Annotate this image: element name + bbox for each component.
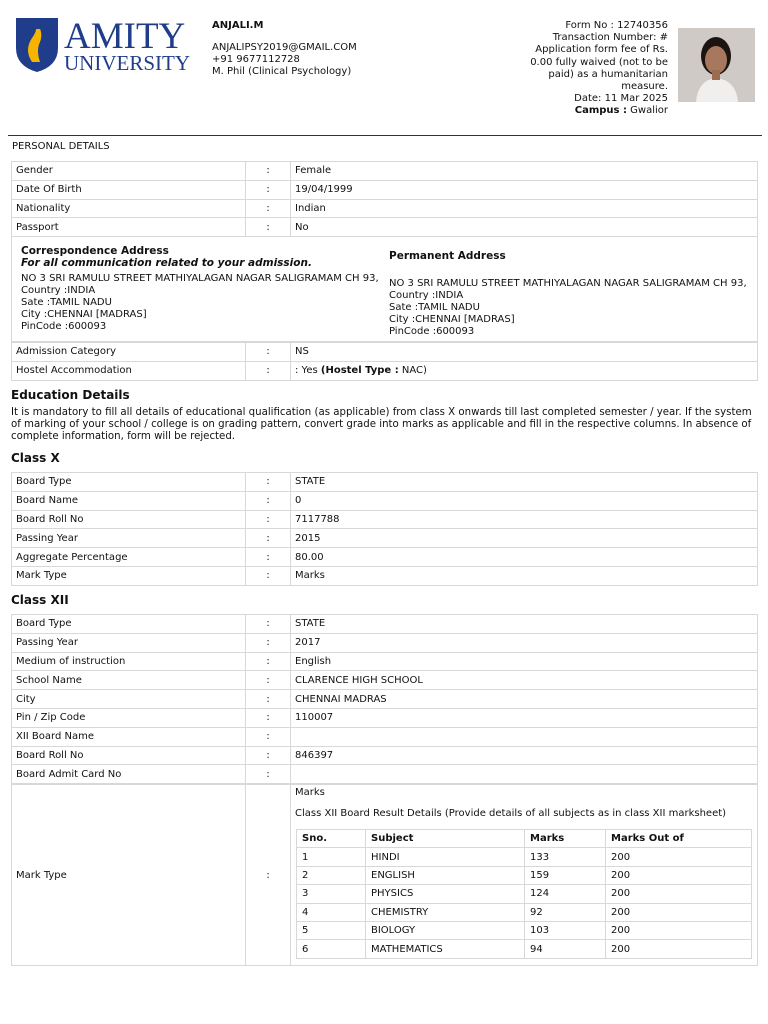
permanent-title: Permanent Address — [389, 250, 506, 262]
school-name-label: School Name — [12, 671, 246, 690]
education-note: It is mandatory to fill all details of educational qualification (as applicable) from class X onwards till last completed semester / year. If the system of marking of your school / college is on grading pattern, convert grade into marks as applicable and fill in the respective columns. In absence of complete information, form will be rejected. — [11, 407, 752, 442]
date-of-birth-label: Date Of Birth — [12, 180, 246, 199]
colon: : — [246, 218, 291, 237]
hostel-label: Hostel Accommodation — [12, 361, 246, 380]
personal-details-heading: PERSONAL DETAILS — [12, 141, 110, 152]
aggregate-percentage-value: 80.00 — [291, 548, 758, 567]
corr-state: Sate :TAMIL NADU — [21, 297, 112, 308]
class-xii-results-table — [296, 829, 752, 959]
fee-note: Application form fee of Rs. 0.00 fully waived (not to be paid) as a humanitarian measure. — [530, 44, 668, 93]
brand-name-bottom: UNIVERSITY — [64, 51, 190, 74]
colon: : — [246, 671, 291, 690]
result-marks-out-of: 200 — [606, 866, 752, 884]
table-row — [12, 566, 758, 585]
table-row — [12, 529, 758, 548]
colon: : — [246, 361, 291, 380]
pin-zip-code-value: 110007 — [291, 708, 758, 727]
corr-pincode: PinCode :600093 — [21, 321, 107, 332]
xii-board-name-label: XII Board Name — [12, 727, 246, 746]
campus — [520, 105, 668, 117]
result-sno: 2 — [297, 866, 366, 884]
perm-line1: NO 3 SRI RAMULU STREET MATHIYALAGAN NAGAR SALIGRAMAM CH 93, — [389, 278, 747, 289]
result-marks-out-of: 200 — [606, 848, 752, 866]
correspondence-subtitle: For all communication related to your admission. — [21, 257, 312, 269]
result-marks: 103 — [525, 921, 606, 939]
board-roll-no-label: Board Roll No — [12, 510, 246, 529]
table-row — [12, 633, 758, 652]
board-type-value: STATE — [291, 473, 758, 492]
result-subject: MATHEMATICS — [366, 940, 525, 958]
table-row — [12, 361, 758, 380]
class-x-table — [11, 472, 758, 586]
colon: : — [246, 765, 291, 784]
table-row — [12, 708, 758, 727]
result-row — [297, 885, 752, 903]
board-name-label: Board Name — [12, 491, 246, 510]
header — [0, 0, 768, 136]
result-row — [297, 903, 752, 921]
result-subject: HINDI — [366, 848, 525, 866]
colon: : — [246, 633, 291, 652]
colon: : — [246, 785, 291, 966]
table-row — [12, 218, 758, 237]
results-header-row — [297, 830, 752, 848]
table-row — [12, 615, 758, 634]
result-sno: 3 — [297, 885, 366, 903]
result-subject: CHEMISTRY — [366, 903, 525, 921]
amity-logo — [14, 14, 194, 74]
result-row — [297, 866, 752, 884]
corr-line1: NO 3 SRI RAMULU STREET MATHIYALAGAN NAGAR SALIGRAMAM CH 93, — [21, 273, 379, 284]
colon: : — [246, 548, 291, 567]
perm-city: City :CHENNAI [MADRAS] — [389, 314, 515, 325]
col-sno: Sno. — [297, 830, 366, 848]
school-name-value: CLARENCE HIGH SCHOOL — [291, 671, 758, 690]
aggregate-percentage-label: Aggregate Percentage — [12, 548, 246, 567]
table-row — [12, 180, 758, 199]
class-x-heading: Class X — [11, 451, 60, 465]
passing-year-label: Passing Year — [12, 633, 246, 652]
result-marks: 92 — [525, 903, 606, 921]
campus-label: Campus : — [574, 105, 627, 117]
result-row — [297, 848, 752, 866]
result-subject: BIOLOGY — [366, 921, 525, 939]
board-admit-card-no-value — [291, 765, 758, 784]
col-marks: Marks — [525, 830, 606, 848]
table-row — [12, 199, 758, 218]
passing-year-label: Passing Year — [12, 529, 246, 548]
city-label: City — [12, 690, 246, 709]
colon: : — [246, 510, 291, 529]
hostel-yes: : Yes — [295, 365, 318, 377]
applicant-name: ANJALI.M — [212, 20, 264, 31]
admission-table — [11, 342, 758, 381]
colon: : — [246, 180, 291, 199]
colon: : — [246, 690, 291, 709]
result-caption: Class XII Board Result Details (Provide details of all subjects as in class XII marksheet) — [295, 808, 727, 819]
result-sno: 1 — [297, 848, 366, 866]
table-row — [12, 491, 758, 510]
result-marks: 124 — [525, 885, 606, 903]
nationality-label: Nationality — [12, 199, 246, 218]
mark-type-label: Mark Type — [12, 785, 246, 966]
corr-country: Country :INDIA — [21, 285, 96, 296]
admission-category-label: Admission Category — [12, 343, 246, 362]
board-name-value: 0 — [291, 491, 758, 510]
hostel-type-value: NAC) — [401, 365, 427, 377]
table-row — [12, 548, 758, 567]
passport-label: Passport — [12, 218, 246, 237]
colon: : — [246, 708, 291, 727]
table-row — [12, 343, 758, 362]
result-subject: PHYSICS — [366, 885, 525, 903]
corr-city: City :CHENNAI [MADRAS] — [21, 309, 147, 320]
colon: : — [246, 343, 291, 362]
colon: : — [246, 727, 291, 746]
col-marks-out-of: Marks Out of — [606, 830, 752, 848]
applicant-phone: +91 9677112728 — [212, 54, 300, 65]
city-value: CHENNAI MADRAS — [291, 690, 758, 709]
result-sno: 4 — [297, 903, 366, 921]
campus-value: Gwalior — [630, 105, 668, 117]
applicant-info — [212, 20, 357, 78]
table-row — [12, 746, 758, 765]
board-type-value: STATE — [291, 615, 758, 634]
medium-of-instruction-value: English — [291, 652, 758, 671]
personal-details-table — [11, 161, 758, 237]
colon: : — [246, 615, 291, 634]
admission-category-value: NS — [291, 343, 758, 362]
xii-board-name-value — [291, 727, 758, 746]
applicant-photo — [678, 28, 755, 102]
hostel-value — [291, 361, 758, 380]
board-type-label: Board Type — [12, 473, 246, 492]
passport-value: No — [291, 218, 758, 237]
applicant-program: M. Phil (Clinical Psychology) — [212, 66, 352, 77]
board-type-label: Board Type — [12, 615, 246, 634]
colon: : — [246, 566, 291, 585]
table-row — [12, 765, 758, 784]
perm-country: Country :INDIA — [389, 290, 464, 301]
result-marks: 159 — [525, 866, 606, 884]
result-marks-out-of: 200 — [606, 903, 752, 921]
correspondence-title: Correspondence Address — [21, 245, 169, 257]
board-roll-no-label: Board Roll No — [12, 746, 246, 765]
board-roll-no-value: 7117788 — [291, 510, 758, 529]
table-row — [12, 727, 758, 746]
result-marks: 94 — [525, 940, 606, 958]
colon: : — [246, 473, 291, 492]
form-number: Form No : 12740356 — [565, 20, 668, 31]
brand-name-top: AMITY — [64, 16, 186, 57]
passing-year-value: 2017 — [291, 633, 758, 652]
colon: : — [246, 491, 291, 510]
board-roll-no-value: 846397 — [291, 746, 758, 765]
colon: : — [246, 652, 291, 671]
colon: : — [246, 162, 291, 181]
mark-type-value: Marks — [295, 787, 325, 798]
date-of-birth-value: 19/04/1999 — [291, 180, 758, 199]
perm-pincode: PinCode :600093 — [389, 326, 475, 337]
colon: : — [246, 746, 291, 765]
applicant-email: ANJALIPSY2019@GMAIL.COM — [212, 42, 357, 53]
transaction-number: Transaction Number: # — [552, 32, 668, 44]
passing-year-value: 2015 — [291, 529, 758, 548]
result-row — [297, 940, 752, 958]
table-row — [12, 510, 758, 529]
col-subject: Subject — [366, 830, 525, 848]
class-xii-table — [11, 614, 758, 784]
gender-label: Gender — [12, 162, 246, 181]
mark-type-value: Marks — [291, 566, 758, 585]
result-marks-out-of: 200 — [606, 921, 752, 939]
table-row — [12, 162, 758, 181]
form-date: Date: 11 Mar 2025 — [574, 93, 668, 105]
result-marks-out-of: 200 — [606, 940, 752, 958]
mark-type-label: Mark Type — [12, 566, 246, 585]
class-xii-heading: Class XII — [11, 593, 69, 607]
result-subject: ENGLISH — [366, 866, 525, 884]
hostel-type-label: (Hostel Type : — [320, 365, 399, 377]
medium-of-instruction-label: Medium of instruction — [12, 652, 246, 671]
nationality-value: Indian — [291, 199, 758, 218]
table-row — [12, 473, 758, 492]
result-sno: 5 — [297, 921, 366, 939]
table-row — [12, 690, 758, 709]
colon: : — [246, 199, 291, 218]
colon: : — [246, 529, 291, 548]
result-marks: 133 — [525, 848, 606, 866]
result-marks-out-of: 200 — [606, 885, 752, 903]
table-row — [12, 671, 758, 690]
pin-zip-code-label: Pin / Zip Code — [12, 708, 246, 727]
board-admit-card-no-label: Board Admit Card No — [12, 765, 246, 784]
gender-value: Female — [291, 162, 758, 181]
perm-state: Sate :TAMIL NADU — [389, 302, 480, 313]
result-row — [297, 921, 752, 939]
address-box — [11, 236, 758, 342]
correspondence-address — [21, 245, 381, 333]
header-divider — [8, 135, 762, 136]
form-info — [520, 20, 668, 118]
table-row — [12, 652, 758, 671]
permanent-address — [389, 245, 749, 338]
result-sno: 6 — [297, 940, 366, 958]
education-heading: Education Details — [11, 388, 130, 402]
